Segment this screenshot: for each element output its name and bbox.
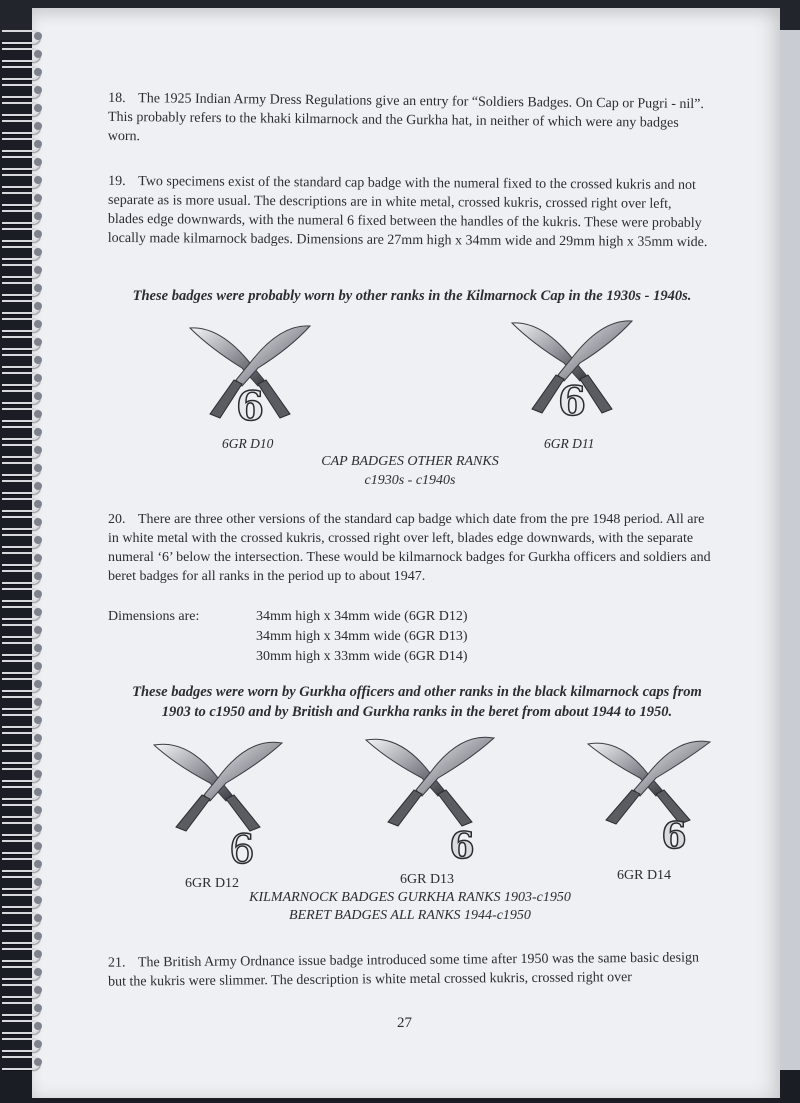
section2-caption-line1: KILMARNOCK BADGES GURKHA RANKS 1903-c1950 [249, 890, 571, 905]
binding-hole [34, 68, 42, 76]
binding-hole [34, 644, 42, 652]
binding-hole [34, 716, 42, 724]
document-page [32, 8, 780, 1098]
binding-hole [34, 734, 42, 742]
page-content [32, 8, 780, 1098]
binding-hole [34, 590, 42, 598]
binding-hole [34, 1022, 42, 1030]
dimensions-row: 30mm high x 33mm wide (6GR D14) [256, 649, 468, 664]
binding-hole [34, 572, 42, 580]
dimensions-row: 34mm high x 34mm wide (6GR D13) [256, 629, 468, 644]
paragraph-text: The British Army Ordnance issue badge introduced some time after 1950 was the same basic design but the kukris were slimmer. The description is white metal crossed kukris, crossed right over [108, 950, 700, 990]
binding-hole [34, 968, 42, 976]
binding-hole [34, 230, 42, 238]
section1-heading: These badges were probably worn by other ranks in the Kilmarnock Cap in the 1930s - 1940s. [132, 288, 692, 304]
section1-caption-line2: c1930s - c1940s [364, 473, 456, 488]
crossed-kukris-badge-icon [502, 313, 642, 428]
section2-heading-line2: 1903 to c1950 and by British and Gurkha ranks in the beret from about 1944 to 1950. [161, 704, 673, 720]
crossed-kukris-badge-icon [582, 730, 717, 855]
badge-label-d13: 6GR D13 [400, 872, 455, 887]
binding-hole [34, 500, 42, 508]
paragraph-21 [108, 948, 712, 991]
binding-hole [34, 86, 42, 94]
badge-numeral: 6 [236, 383, 264, 430]
binding-hole [34, 176, 42, 184]
binding-hole [34, 446, 42, 454]
binding-hole [34, 284, 42, 292]
binding-hole [34, 338, 42, 346]
binding-hole [34, 410, 42, 418]
binding-hole [34, 806, 42, 814]
paragraph-number: 20. [108, 512, 126, 527]
binding-hole [34, 770, 42, 778]
section2-heading-line1: These badges were worn by Gurkha officers and other ranks in the black kilmarnock caps from [132, 684, 702, 700]
badge-numeral: 6 [558, 378, 586, 425]
binding-hole [34, 122, 42, 130]
binding-hole [34, 860, 42, 868]
binding-hole [34, 302, 42, 310]
paragraph-number: 18. [108, 90, 126, 107]
binding-hole [34, 104, 42, 112]
binding-hole [34, 212, 42, 220]
badge-numeral: 6 [449, 825, 475, 863]
binding-hole [34, 374, 42, 382]
binding-hole [34, 464, 42, 472]
binding-hole [34, 788, 42, 796]
binding-hole [34, 878, 42, 886]
badge-numeral: 6 [229, 827, 255, 868]
section2-caption-line2: BERET BADGES ALL RANKS 1944-c1950 [289, 908, 531, 923]
paragraph-text: Two specimens exist of the standard cap badge with the numeral fixed to the crossed kukris and not separate as is more usual. The descriptions are in white metal, crossed kukris, crossed right over left, blades edge downwards, with the numeral 6 fixed between the handles of the kukris. These were probably locally made kilmarnock badges. Dimensions are 27mm high x 34mm wide and 29mm high x 35mm wide. [107, 174, 708, 251]
paragraph-number: 21. [107, 955, 126, 971]
binding-hole [34, 392, 42, 400]
binding-hole [34, 752, 42, 760]
binding-hole [34, 608, 42, 616]
binding-hole [34, 320, 42, 328]
badge-numeral: 6 [661, 815, 687, 855]
paragraph-text: The 1925 Indian Army Dress Regulations give an entry for “Soldiers Badges. On Cap or Pugri - nil”. This probably refers to the khaki kilmarnock and the Gurkha hat, in neither of which were any badges worn. [107, 91, 704, 145]
page-number: 27 [397, 1015, 412, 1031]
binding-hole [34, 698, 42, 706]
binding-hole [34, 266, 42, 274]
binding-hole [34, 1004, 42, 1012]
binding-hole [34, 518, 42, 526]
binding-hole [34, 662, 42, 670]
badge-label-d11: 6GR D11 [544, 436, 595, 451]
badge-label-d14: 6GR D14 [617, 868, 672, 883]
binding-hole [34, 140, 42, 148]
binding-hole [34, 896, 42, 904]
binding-hole [34, 482, 42, 490]
crossed-kukris-badge-icon [148, 733, 288, 868]
binding-hole [34, 356, 42, 364]
section1-caption-line1: CAP BADGES OTHER RANKS [321, 454, 499, 469]
binding-hole [34, 158, 42, 166]
dimensions-list [256, 609, 468, 669]
binding-hole [34, 986, 42, 994]
binding-hole [34, 248, 42, 256]
crossed-kukris-badge-icon [360, 728, 500, 863]
binding-hole [34, 950, 42, 958]
paragraph-text: There are three other versions of the standard cap badge which date from the pre 1948 period. All are in white metal with the crossed kukris, crossed right over left, blades edge downwards, with the separate numeral ‘6’ below the intersection. These would be kilmarnock badges for Gurkha officers and soldiers and beret badges for all ranks in the period up to about 1947. [108, 512, 711, 584]
binding-hole [34, 1058, 42, 1066]
dimensions-label: Dimensions are: [108, 609, 200, 624]
binding-hole [34, 914, 42, 922]
binding-hole [34, 50, 42, 58]
badge-label-d12: 6GR D12 [185, 876, 240, 891]
binding-hole [34, 824, 42, 832]
spiral-binding-icon [0, 30, 44, 1090]
binding-hole [34, 932, 42, 940]
binding-hole [34, 32, 42, 40]
crossed-kukris-badge-icon [180, 318, 320, 433]
binding-hole [34, 536, 42, 544]
binding-hole [34, 194, 42, 202]
binding-hole [34, 842, 42, 850]
dimensions-row: 34mm high x 34mm wide (6GR D12) [256, 609, 468, 624]
paragraph-number: 19. [108, 173, 126, 190]
binding-hole [34, 554, 42, 562]
binding-hole [34, 680, 42, 688]
binding-hole [34, 1040, 42, 1048]
paragraph-19 [108, 172, 711, 252]
binding-hole [34, 626, 42, 634]
binding-hole [34, 428, 42, 436]
paragraph-18 [108, 89, 711, 152]
badge-label-d10: 6GR D10 [222, 436, 274, 451]
paragraph-20 [108, 510, 714, 586]
